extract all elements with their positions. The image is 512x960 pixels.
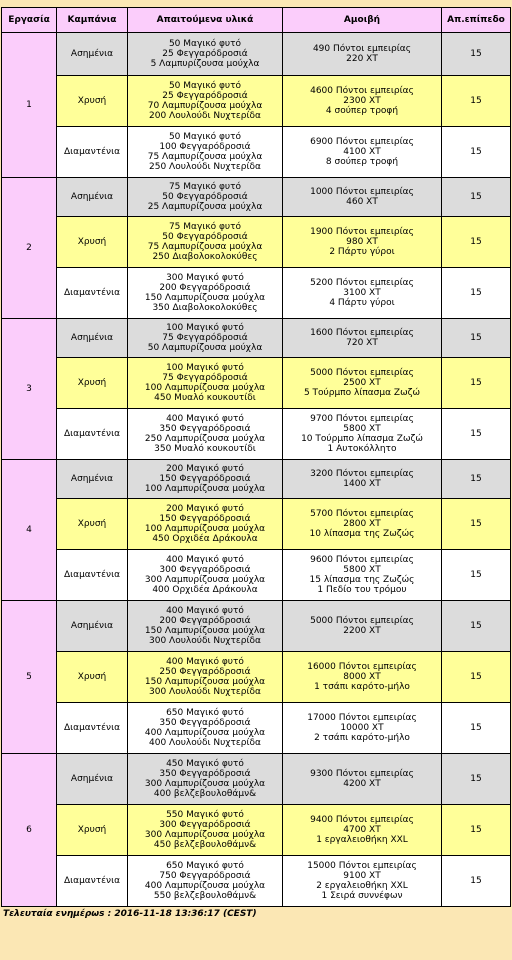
material-line: 450 Μυαλό κουκουτίδι xyxy=(154,393,256,403)
material-line: 650 Μαγικό φυτό xyxy=(166,708,244,718)
reward-cell xyxy=(283,550,441,600)
material-line: 400 Μαγικό φυτό xyxy=(166,414,244,424)
materials-cell xyxy=(128,127,282,177)
material-line: 150 Λαμπυρίζουσα μούχλα xyxy=(144,293,266,303)
material-line: 400 Ορχιδέα Δράκουλα xyxy=(152,585,258,595)
table-row xyxy=(2,652,510,702)
reward-line: 9300 Πόντοι εμπειρίας xyxy=(310,769,414,779)
reward-line: 15000 Πόντοι εμπειρίας xyxy=(307,861,417,871)
reward-line: 1 Αυτοκόλλητο xyxy=(327,444,397,454)
material-line: 300 Λαμπυρίζουσα μούχλα xyxy=(144,779,266,789)
reward-cell xyxy=(283,601,441,651)
reward-line: 5000 Πόντοι εμπειρίας xyxy=(310,368,414,378)
material-line: 25 Φεγγαρόδροσιά xyxy=(162,49,248,59)
reward-line: 9600 Πόντοι εμπειρίας xyxy=(310,555,414,565)
reward-cell xyxy=(283,703,441,753)
material-line: 75 Φεγγαρόδροσιά xyxy=(162,333,248,343)
reward-line: 3100 ΧΤ xyxy=(343,288,381,298)
reward-line: 220 ΧΤ xyxy=(346,54,378,64)
required-level: 15 xyxy=(442,178,510,216)
materials-cell xyxy=(128,499,282,549)
material-line: 5 Λαμπυρίζουσα μούχλα xyxy=(150,59,260,69)
reward-line: 1 τσάπι καρότο-μήλο xyxy=(314,682,410,692)
material-line: 50 Φεγγαρόδροσιά xyxy=(162,232,248,242)
material-line: 200 Μαγικό φυτό xyxy=(166,464,244,474)
reward-cell xyxy=(283,652,441,702)
material-line: 650 Μαγικό φυτό xyxy=(166,861,244,871)
reward-line: 1600 Πόντοι εμπειρίας xyxy=(310,328,414,338)
table-row xyxy=(2,703,510,753)
table-row xyxy=(2,76,510,126)
required-level: 15 xyxy=(442,856,510,906)
reward-cell xyxy=(283,460,441,498)
required-level: 15 xyxy=(442,409,510,459)
materials-cell xyxy=(128,460,282,498)
table-row xyxy=(2,550,510,600)
reward-line: 980 ΧΤ xyxy=(346,237,378,247)
material-line: 75 Λαμπυρίζουσα μούχλα xyxy=(147,152,263,162)
material-line: 300 Λαμπυρίζουσα μούχλα xyxy=(144,830,266,840)
reward-cell xyxy=(283,499,441,549)
reward-line: 1900 Πόντοι εμπειρίας xyxy=(310,227,414,237)
task-number: 2 xyxy=(2,178,56,318)
materials-cell xyxy=(128,409,282,459)
campaign-name: Χρυσή xyxy=(57,499,127,549)
header-task: Εργασία xyxy=(2,8,56,32)
materials-cell xyxy=(128,268,282,318)
task-number: 4 xyxy=(2,460,56,600)
material-line: 350 Φεγγαρόδροσιά xyxy=(159,424,251,434)
material-line: 450 Μαγικό φυτό xyxy=(166,759,244,769)
required-level: 15 xyxy=(442,33,510,75)
materials-cell xyxy=(128,805,282,855)
reward-line: 9700 Πόντοι εμπειρίας xyxy=(310,414,414,424)
material-line: 200 Μαγικό φυτό xyxy=(166,504,244,514)
campaign-name: Ασημένια xyxy=(57,601,127,651)
table-row xyxy=(2,33,510,75)
materials-cell xyxy=(128,703,282,753)
required-level: 15 xyxy=(442,319,510,357)
reward-line: 460 ΧΤ xyxy=(346,197,378,207)
material-line: 100 Λαμπυρίζουσα μούχλα xyxy=(144,383,266,393)
materials-cell xyxy=(128,178,282,216)
reward-line: 10 Τούρμπο λίπασμα Ζωζώ xyxy=(301,434,423,444)
material-line: 350 Φεγγαρόδροσιά xyxy=(159,718,251,728)
material-line: 200 Φεγγαρόδροσιά xyxy=(159,616,251,626)
required-level: 15 xyxy=(442,601,510,651)
reward-line: 2 τσάπι καρότο-μήλο xyxy=(314,733,410,743)
material-line: 100 Λαμπυρίζουσα μούχλα xyxy=(144,484,266,494)
material-line: 50 Λαμπυρίζουσα μούχλα xyxy=(147,343,263,353)
required-level: 15 xyxy=(442,805,510,855)
table-row xyxy=(2,805,510,855)
campaign-name: Διαμαντένια xyxy=(57,268,127,318)
material-line: 300 Λουλούδι Νυχτερίδα xyxy=(149,687,261,697)
table-row xyxy=(2,319,510,357)
material-line: 250 Διαβολοκολοκύθες xyxy=(152,252,258,262)
header-row xyxy=(2,8,510,32)
campaign-name: Χρυσή xyxy=(57,652,127,702)
material-line: 70 Λαμπυρίζουσα μούχλα xyxy=(147,101,263,111)
reward-line: 9400 Πόντοι εμπειρίας xyxy=(310,815,414,825)
material-line: 100 Μαγικό φυτό xyxy=(166,363,244,373)
reward-line: 2300 ΧΤ xyxy=(343,96,381,106)
campaign-name: Διαμαντένια xyxy=(57,127,127,177)
material-line: 50 Μαγικό φυτό xyxy=(168,81,242,91)
reward-line: 10000 ΧΤ xyxy=(340,723,384,733)
materials-cell xyxy=(128,319,282,357)
reward-line: 1 εργαλειοθήκη XXL xyxy=(316,835,408,845)
task-number: 6 xyxy=(2,754,56,906)
task-number: 5 xyxy=(2,601,56,753)
material-line: 350 Διαβολοκολοκύθες xyxy=(152,303,258,313)
material-line: 200 Λουλούδι Νυχτερίδα xyxy=(149,111,261,121)
material-line: 300 Φεγγαρόδροσιά xyxy=(159,565,251,575)
reward-line: 4700 ΧΤ xyxy=(343,825,381,835)
material-line: 400 Λαμπυρίζουσα μούχλα xyxy=(144,881,266,891)
table-row xyxy=(2,754,510,804)
campaign-name: Χρυσή xyxy=(57,358,127,408)
header-campaign: Καμπάνια xyxy=(57,8,127,32)
material-line: 550 Μαγικό φυτό xyxy=(166,810,244,820)
materials-cell xyxy=(128,217,282,267)
table-row xyxy=(2,358,510,408)
material-line: 300 Λαμπυρίζουσα μούχλα xyxy=(144,575,266,585)
reward-line: 490 Πόντοι εμπειρίας xyxy=(312,44,412,54)
materials-cell xyxy=(128,754,282,804)
reward-line: 6900 Πόντοι εμπειρίας xyxy=(310,137,414,147)
material-line: 150 Φεγγαρόδροσιά xyxy=(159,514,251,524)
reward-line: 9100 ΧΤ xyxy=(343,871,381,881)
reward-cell xyxy=(283,358,441,408)
header-materials: Απαιτούμενα υλικά xyxy=(128,8,282,32)
material-line: 400 Μαγικό φυτό xyxy=(166,555,244,565)
reward-cell xyxy=(283,319,441,357)
material-line: 750 Φεγγαρόδροσιά xyxy=(159,871,251,881)
materials-cell xyxy=(128,856,282,906)
reward-cell xyxy=(283,127,441,177)
table-row xyxy=(2,460,510,498)
reward-line: 17000 Πόντοι εμπειρίας xyxy=(307,713,417,723)
reward-line: 5700 Πόντοι εμπειρίας xyxy=(310,509,414,519)
table-row xyxy=(2,601,510,651)
material-line: 50 Μαγικό φυτό xyxy=(168,132,242,142)
header-reward: Αμοιβή xyxy=(283,8,441,32)
reward-line: 1 Σειρά συννέφων xyxy=(321,891,403,901)
reward-line: 3200 Πόντοι εμπειρίας xyxy=(310,469,414,479)
task-number: 1 xyxy=(2,33,56,177)
reward-cell xyxy=(283,754,441,804)
material-line: 300 Φεγγαρόδροσιά xyxy=(159,820,251,830)
required-level: 15 xyxy=(442,460,510,498)
campaign-name: Διαμαντένια xyxy=(57,703,127,753)
table-row xyxy=(2,499,510,549)
table-row xyxy=(2,409,510,459)
reward-line: 5800 ΧΤ xyxy=(343,565,381,575)
reward-line: 1400 ΧΤ xyxy=(343,479,381,489)
campaign-name: Ασημένια xyxy=(57,33,127,75)
reward-line: 5 Τούρμπο λίπασμα Ζωζώ xyxy=(303,388,421,398)
required-level: 15 xyxy=(442,703,510,753)
required-level: 15 xyxy=(442,550,510,600)
reward-line: 8 σούπερ τροφή xyxy=(325,157,399,167)
material-line: 50 Φεγγαρόδροσιά xyxy=(162,192,248,202)
reward-line: 4 σούπερ τροφή xyxy=(325,106,399,116)
table-row xyxy=(2,217,510,267)
reward-line: 16000 Πόντοι εμπειρίας xyxy=(307,662,417,672)
reward-cell xyxy=(283,856,441,906)
reward-line: 2200 ΧΤ xyxy=(343,626,381,636)
material-line: 350 Μυαλό κουκουτίδι xyxy=(154,444,256,454)
required-level: 15 xyxy=(442,358,510,408)
reward-cell xyxy=(283,409,441,459)
material-line: 400 βελζεβουλοθάμν& xyxy=(153,789,257,799)
table-row xyxy=(2,268,510,318)
reward-cell xyxy=(283,268,441,318)
reward-cell xyxy=(283,76,441,126)
last-updated: Τελευταία ενημέρωѕ : 2016-11-18 13:36:17 (CEST) xyxy=(3,909,257,919)
material-line: 450 βελζεβουλοθάμν& xyxy=(153,840,257,850)
material-line: 400 Λουλούδι Νυχτερίδα xyxy=(149,738,261,748)
table-body xyxy=(2,33,510,906)
campaign-name: Ασημένια xyxy=(57,319,127,357)
header-level: Απ.επίπεδο xyxy=(442,8,510,32)
campaign-name: Ασημένια xyxy=(57,178,127,216)
required-level: 15 xyxy=(442,499,510,549)
material-line: 150 Λαμπυρίζουσα μούχλα xyxy=(144,626,266,636)
material-line: 100 Λαμπυρίζουσα μούχλα xyxy=(144,524,266,534)
reward-line: 2800 ΧΤ xyxy=(343,519,381,529)
reward-line: 10 λίπασμα της Ζωζώς xyxy=(309,529,415,539)
table-row xyxy=(2,127,510,177)
required-level: 15 xyxy=(442,127,510,177)
campaign-name: Ασημένια xyxy=(57,754,127,804)
material-line: 250 Λουλούδι Νυχτερίδα xyxy=(149,162,261,172)
material-line: 25 Λαμπυρίζουσα μούχλα xyxy=(147,202,263,212)
material-line: 300 Λουλούδι Νυχτερίδα xyxy=(149,636,261,646)
material-line: 150 Φεγγαρόδροσιά xyxy=(159,474,251,484)
campaign-name: Χρυσή xyxy=(57,805,127,855)
campaign-name: Χρυσή xyxy=(57,76,127,126)
material-line: 400 Μαγικό φυτό xyxy=(166,606,244,616)
materials-cell xyxy=(128,33,282,75)
material-line: 75 Μαγικό φυτό xyxy=(168,222,242,232)
reward-cell xyxy=(283,33,441,75)
reward-line: 4600 Πόντοι εμπειρίας xyxy=(310,86,414,96)
reward-line: 5200 Πόντοι εμπειρίας xyxy=(310,278,414,288)
task-number: 3 xyxy=(2,319,56,459)
reward-line: 5800 ΧΤ xyxy=(343,424,381,434)
material-line: 100 Μαγικό φυτό xyxy=(166,323,244,333)
material-line: 200 Φεγγαρόδροσιά xyxy=(159,283,251,293)
required-level: 15 xyxy=(442,754,510,804)
reward-line: 15 λίπασμα της Ζωζώς xyxy=(309,575,415,585)
materials-cell xyxy=(128,76,282,126)
material-line: 50 Μαγικό φυτό xyxy=(168,39,242,49)
material-line: 25 Φεγγαρόδροσιά xyxy=(162,91,248,101)
reward-line: 5000 Πόντοι εμπειρίας xyxy=(310,616,414,626)
material-line: 400 Λαμπυρίζουσα μούχλα xyxy=(144,728,266,738)
required-level: 15 xyxy=(442,217,510,267)
reward-line: 4200 ΧΤ xyxy=(343,779,381,789)
reward-cell xyxy=(283,217,441,267)
reward-line: 1 Πεδίο του τρόμου xyxy=(317,585,407,595)
reward-line: 2500 ΧΤ xyxy=(343,378,381,388)
material-line: 400 Μαγικό φυτό xyxy=(166,657,244,667)
material-line: 300 Μαγικό φυτό xyxy=(166,273,244,283)
material-line: 450 Ορχιδέα Δράκουλα xyxy=(152,534,258,544)
material-line: 250 Φεγγαρόδροσιά xyxy=(159,667,251,677)
reward-line: 2 εργαλειοθήκη XXL xyxy=(316,881,408,891)
material-line: 75 Φεγγαρόδροσιά xyxy=(162,373,248,383)
table-row xyxy=(2,178,510,216)
campaign-name: Διαμαντένια xyxy=(57,856,127,906)
campaign-name: Διαμαντένια xyxy=(57,550,127,600)
required-level: 15 xyxy=(442,268,510,318)
reward-line: 8000 ΧΤ xyxy=(343,672,381,682)
required-level: 15 xyxy=(442,76,510,126)
reward-line: 1000 Πόντοι εμπειρίας xyxy=(310,187,414,197)
reward-line: 4100 ΧΤ xyxy=(343,147,381,157)
reward-cell xyxy=(283,178,441,216)
materials-cell xyxy=(128,550,282,600)
material-line: 550 βελζεβουλοθάμν& xyxy=(153,891,257,901)
material-line: 100 Φεγγαρόδροσιά xyxy=(159,142,251,152)
materials-cell xyxy=(128,358,282,408)
materials-cell xyxy=(128,601,282,651)
material-line: 350 Φεγγαρόδροσιά xyxy=(159,769,251,779)
campaign-table xyxy=(1,7,511,907)
reward-line: 4 Πάρτυ γύροι xyxy=(329,298,395,308)
material-line: 75 Λαμπυρίζουσα μούχλα xyxy=(147,242,263,252)
campaign-name: Χρυσή xyxy=(57,217,127,267)
campaign-name: Ασημένια xyxy=(57,460,127,498)
reward-line: 720 ΧΤ xyxy=(346,338,378,348)
required-level: 15 xyxy=(442,652,510,702)
table-row xyxy=(2,856,510,906)
material-line: 250 Λαμπυρίζουσα μούχλα xyxy=(144,434,266,444)
reward-cell xyxy=(283,805,441,855)
material-line: 75 Μαγικό φυτό xyxy=(168,182,242,192)
materials-cell xyxy=(128,652,282,702)
material-line: 150 Λαμπυρίζουσα μούχλα xyxy=(144,677,266,687)
campaign-name: Διαμαντένια xyxy=(57,409,127,459)
reward-line: 2 Πάρτυ γύροι xyxy=(329,247,395,257)
